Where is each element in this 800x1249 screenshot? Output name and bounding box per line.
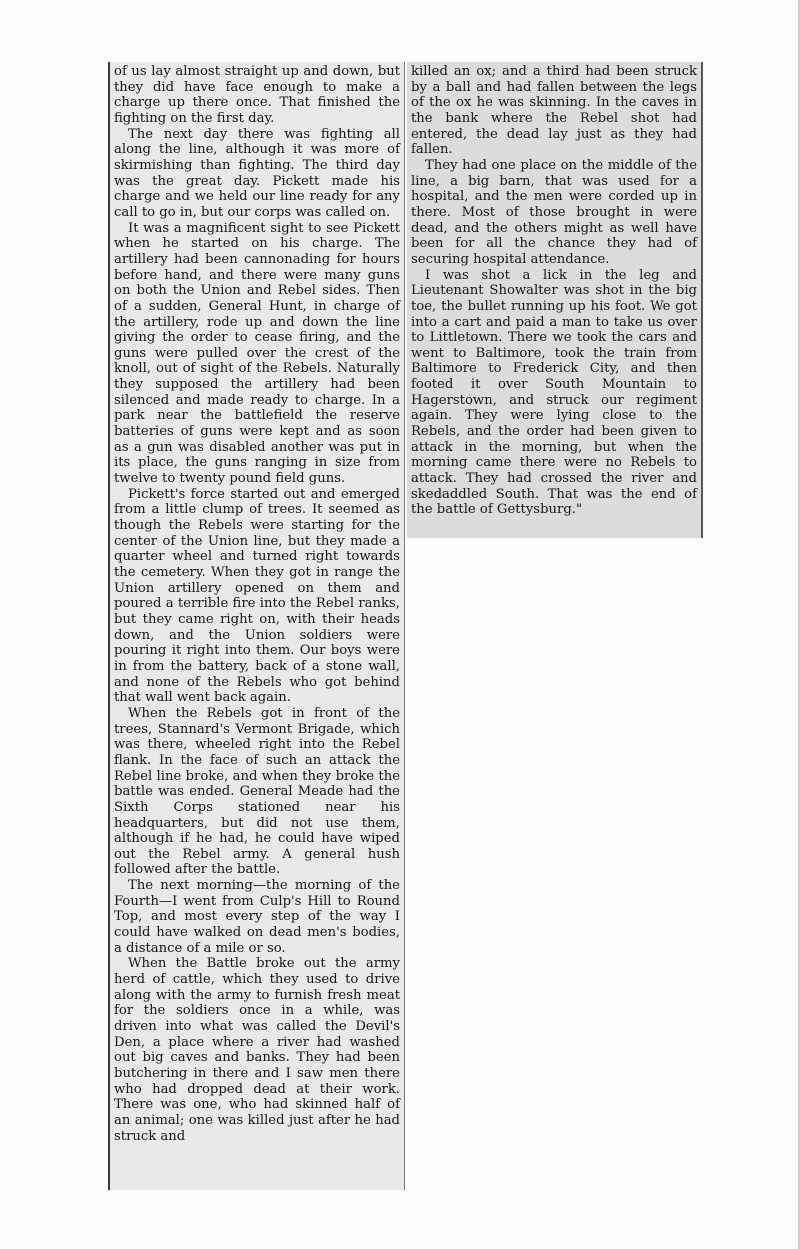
paragraph: When the Rebels got in front of the trees, Stannard's Vermont Brigade, which was there, wheeled right into the Rebel flank. In the face of such an attack the Rebel line broke, and when they broke the battle was ended. General Meade had the Sixth Corps stationed near his headquarters, but did not use them, although if he had, he could have wiped out the Rebel army. A general hush followed after the battle. <box>114 705 400 878</box>
newspaper-column-right <box>407 62 703 538</box>
paragraph: They had one place on the middle of the line, a big barn, that was used for a hospital, and the men were corded up in there. Most of those brought in were dead, and the others might as well have been for all the chance they had of securing hospital attendance. <box>411 157 697 267</box>
paragraph: The next day there was fighting all along the line, although it was more of skirmishing than fighting. The third day was the great day. Pickett made his charge and we held our line ready for any call to go in, but our corps was called on. <box>114 126 400 220</box>
paragraph: When the Battle broke out the army herd of cattle, which they used to drive along with the army to furnish fresh meat for the soldiers once in a while, was driven into what was called the Devil's Den, a place where a river had washed out big caves and banks. They had been butchering in there and I saw men there who had dropped dead at their work. There was one, who had skinned half of an animal; one was killed just after he had struck and <box>114 956 400 1144</box>
paragraph: killed an ox; and a third had been struck by a ball and had fallen between the legs of the ox he was skinning. In the caves in the bank where the Rebel shot had entered, the dead lay just as they had fallen. <box>411 64 697 158</box>
paragraph: It was a magnificent sight to see Pickett when he started on his charge. The artillery had been cannonading for hours before hand, and there were many guns on both the Union and Rebel sides. Then of a sudden, General Hunt, in charge of the artillery, rode up and down the line giving the order to cease firing, and the guns were pulled over the crest of the knoll, out of sight of the Rebels. Naturally they supposed the artillery had been silenced and made ready to charge. In a park near the battlefield the reserve batteries of guns were kept and as soon as a gun was disabled another was put in its place, the guns ranging in size from twelve to twenty pound field guns. <box>114 220 400 487</box>
paragraph: I was shot a lick in the leg and Lieutenant Showalter was shot in the big toe, the bullet running up his foot. We got into a cart and paid a man to take us over to Littletown. There we took the cars and went to Baltimore, took the train from Baltimore to Frederick City, and then footed it over South Mountain to Hagerstown, and struck our regiment again. They were lying close to the Rebels, and the order had been given to attack in the morning, but when the morning came there were no Rebels to attack. They had crossed the river and skedaddled South. That was the end of the battle of Gettysburg." <box>411 267 697 518</box>
newspaper-column-left <box>108 62 405 1190</box>
paragraph: The next morning—the morning of the Fourth—I went from Culp's Hill to Round Top, and most every step of the way I could have walked on dead men's bodies, a distance of a mile or so. <box>114 878 400 956</box>
paragraph: Pickett's force started out and emerged from a little clump of trees. It seemed as though the Rebels were starting for the center of the Union line, but they made a quarter wheel and turned right towards the cemetery. When they got in range the Union artillery opened on them and poured a terrible fire into the Rebel ranks, but they came right on, with their heads down, and the Union soldiers were pouring it right into them. Our boys were in from the battery, back of a stone wall, and none of the Rebels who got behind that wall went back again. <box>114 486 400 706</box>
paragraph: of us lay almost straight up and down, but they did have face enough to make a charge up there once. That finished the fighting on the first day. <box>114 64 400 126</box>
